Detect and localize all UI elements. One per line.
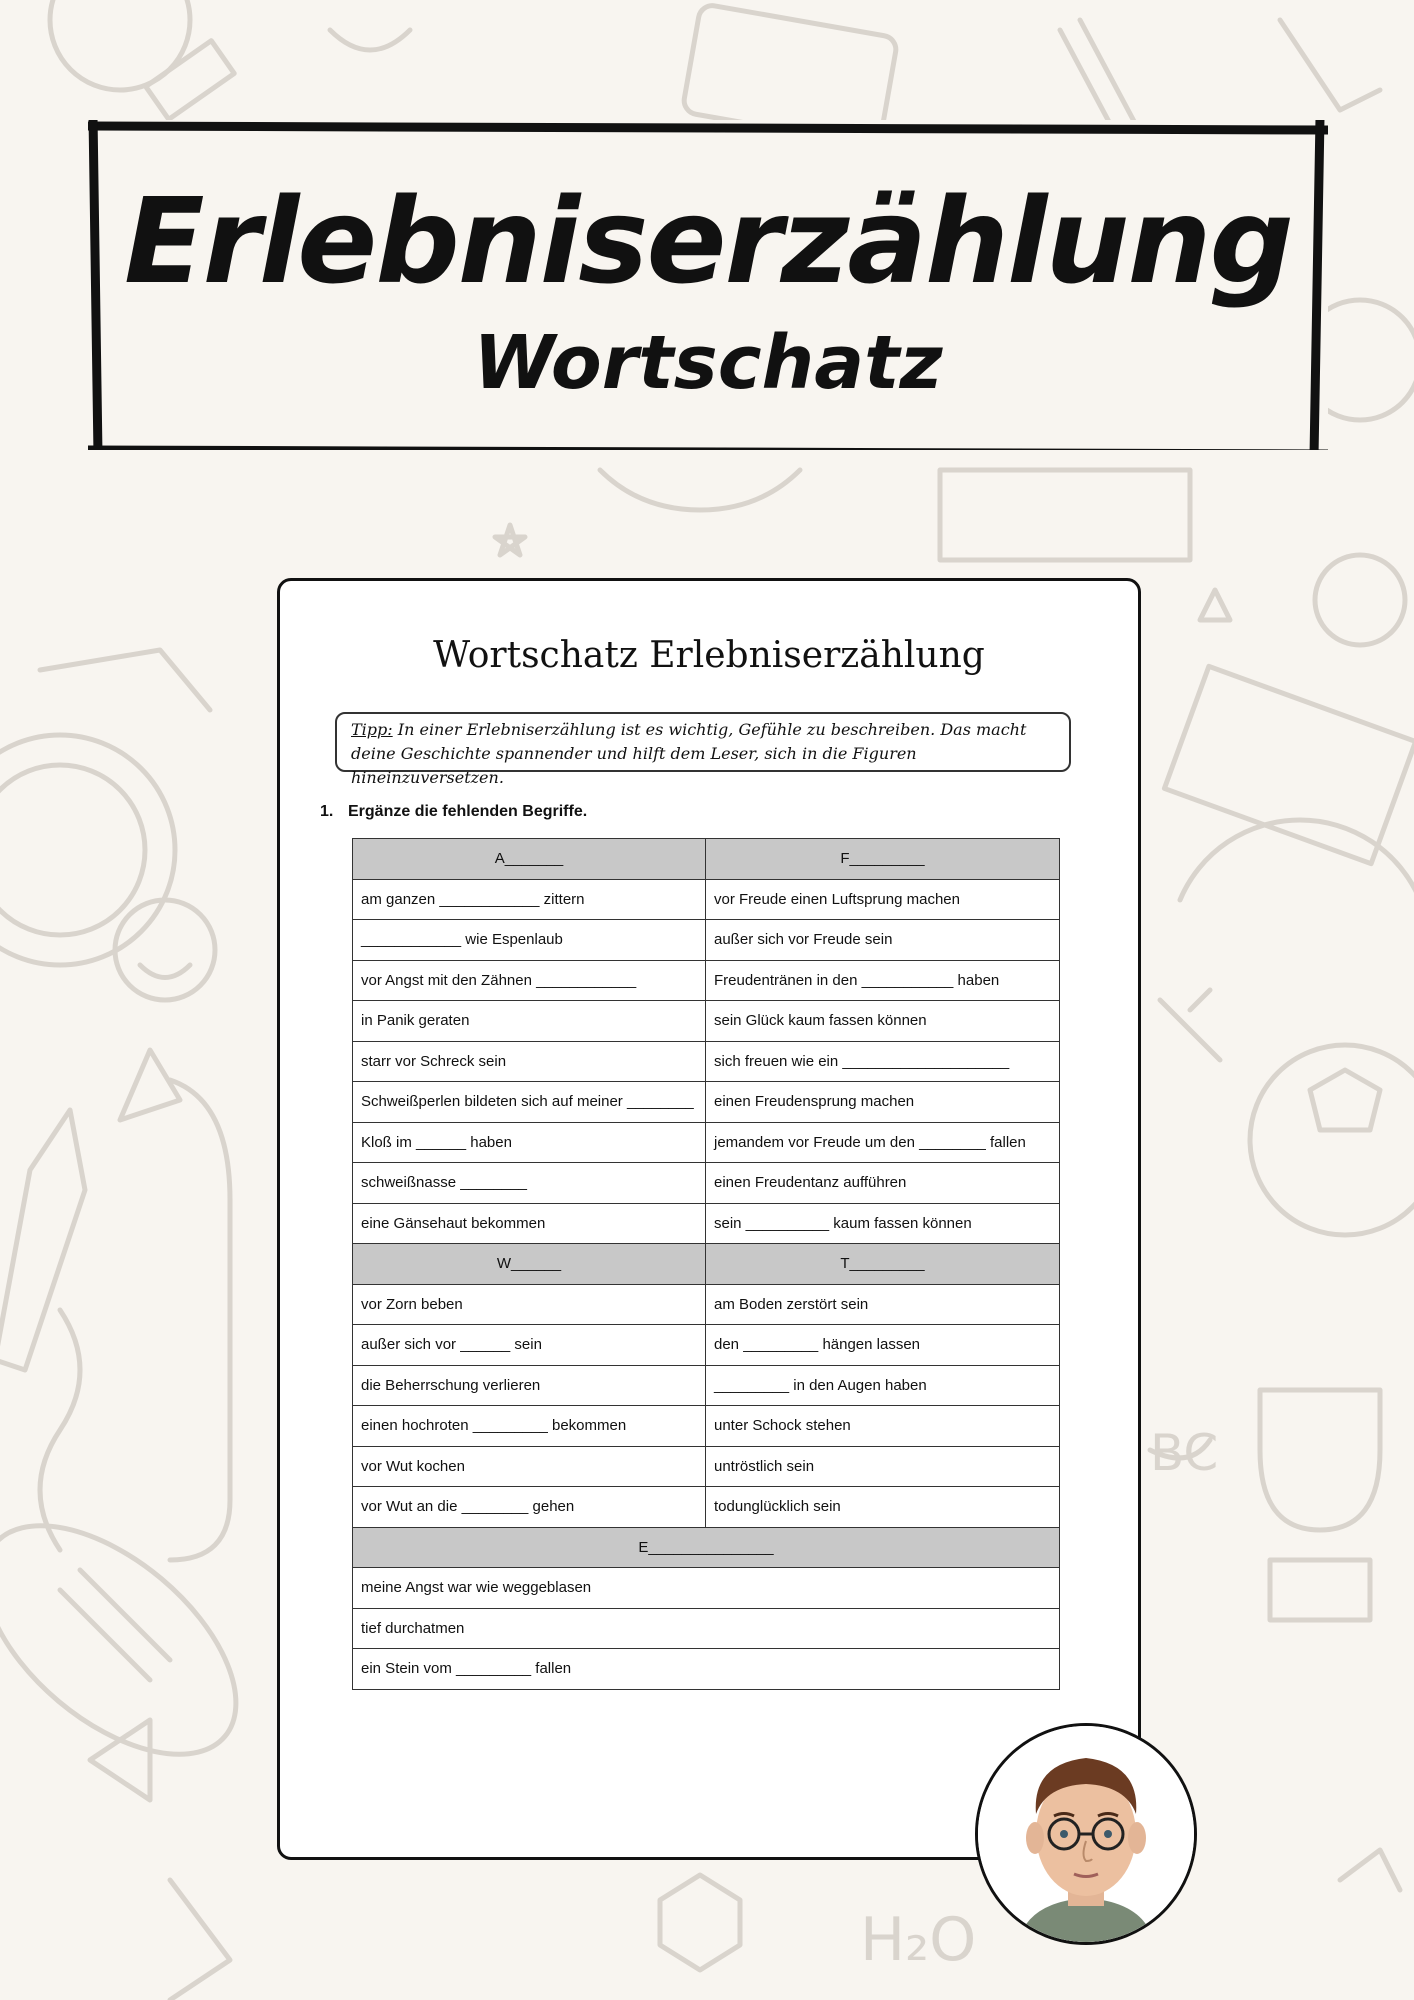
table-cell: am Boden zerstört sein <box>706 1284 1060 1325</box>
table-row <box>353 1001 1060 1042</box>
table-cell: einen Freudensprung machen <box>706 1082 1060 1123</box>
table-cell: in Panik geraten <box>353 1001 706 1042</box>
table-cell: vor Wut kochen <box>353 1446 706 1487</box>
tip-label: Tipp: <box>351 720 393 739</box>
table-header-row <box>353 1527 1060 1568</box>
svg-text:BC: BC <box>1150 1424 1219 1482</box>
table-cell: tief durchatmen <box>353 1608 1060 1649</box>
table-cell: schweißnasse ________ <box>353 1163 706 1204</box>
table-cell: eine Gänsehaut bekommen <box>353 1203 706 1244</box>
table-cell: vor Zorn beben <box>353 1284 706 1325</box>
table-cell: unter Schock stehen <box>706 1406 1060 1447</box>
table-cell: einen hochroten _________ bekommen <box>353 1406 706 1447</box>
table-row <box>353 1568 1060 1609</box>
table-row <box>353 1406 1060 1447</box>
table-cell: _________ in den Augen haben <box>706 1365 1060 1406</box>
tip-text: In einer Erlebniserzählung ist es wichtig, Gefühle zu beschreiben. Das macht deine Geschichte spannender und hilft dem Leser, sich in die Figuren hineinzuversetzen. <box>351 720 1027 787</box>
table-cell: untröstlich sein <box>706 1446 1060 1487</box>
page-subtitle: Wortschatz <box>473 320 943 406</box>
table-header-row <box>353 839 1060 880</box>
avatar <box>975 1723 1197 1945</box>
table-row <box>353 1203 1060 1244</box>
tip-box <box>335 712 1071 787</box>
table-cell: meine Angst war wie weggeblasen <box>353 1568 1060 1609</box>
table-cell: ____________ wie Espenlaub <box>353 920 706 961</box>
table-header-cell: T_________ <box>706 1244 1060 1285</box>
task-number: 1. <box>320 803 334 820</box>
table-cell: vor Wut an die ________ gehen <box>353 1487 706 1528</box>
table-row <box>353 1608 1060 1649</box>
table-cell: Schweißperlen bildeten sich auf meiner ________ <box>353 1082 706 1123</box>
svg-text:H₂O: H₂O <box>860 1905 977 1975</box>
table-cell: sein Glück kaum fassen können <box>706 1001 1060 1042</box>
table-header-cell: W______ <box>353 1244 706 1285</box>
table-row <box>353 1649 1060 1690</box>
table-header-row <box>353 1244 1060 1285</box>
table-cell: außer sich vor Freude sein <box>706 920 1060 961</box>
table-cell: den _________ hängen lassen <box>706 1325 1060 1366</box>
table-row <box>353 1365 1060 1406</box>
boy-with-glasses-avatar-icon <box>978 1726 1194 1942</box>
table-row <box>353 960 1060 1001</box>
table-cell: vor Freude einen Luftsprung machen <box>706 879 1060 920</box>
table-cell: todunglücklich sein <box>706 1487 1060 1528</box>
table-row <box>353 1446 1060 1487</box>
table-cell: Kloß im ______ haben <box>353 1122 706 1163</box>
table-row <box>353 879 1060 920</box>
table-cell: jemandem vor Freude um den ________ fallen <box>706 1122 1060 1163</box>
table-header-cell: F_________ <box>706 839 1060 880</box>
title-banner <box>88 120 1328 450</box>
table-row <box>353 1082 1060 1123</box>
table-row <box>353 920 1060 961</box>
table-cell: einen Freudentanz aufführen <box>706 1163 1060 1204</box>
table-row <box>353 1487 1060 1528</box>
table-cell: sein __________ kaum fassen können <box>706 1203 1060 1244</box>
table-cell: ein Stein vom _________ fallen <box>353 1649 1060 1690</box>
vocabulary-table <box>352 838 1060 1690</box>
page-title: Erlebniserzählung <box>124 172 1292 310</box>
worksheet-heading: Wortschatz Erlebniserzählung <box>433 635 985 676</box>
table-cell: vor Angst mit den Zähnen ____________ <box>353 960 706 1001</box>
table-header-cell: E_______________ <box>353 1527 1060 1568</box>
table-row <box>353 1122 1060 1163</box>
table-cell: Freudentränen in den ___________ haben <box>706 960 1060 1001</box>
worksheet-card <box>277 578 1141 1860</box>
table-header-cell: A_______ <box>353 839 706 880</box>
task-text: Ergänze die fehlenden Begriffe. <box>348 803 588 820</box>
table-cell: starr vor Schreck sein <box>353 1041 706 1082</box>
table-cell: außer sich vor ______ sein <box>353 1325 706 1366</box>
table-row <box>353 1284 1060 1325</box>
table-row <box>353 1325 1060 1366</box>
table-row <box>353 1163 1060 1204</box>
table-cell: die Beherrschung verlieren <box>353 1365 706 1406</box>
task-instruction <box>320 803 587 821</box>
table-row <box>353 1041 1060 1082</box>
table-cell: am ganzen ____________ zittern <box>353 879 706 920</box>
table-cell: sich freuen wie ein ____________________ <box>706 1041 1060 1082</box>
